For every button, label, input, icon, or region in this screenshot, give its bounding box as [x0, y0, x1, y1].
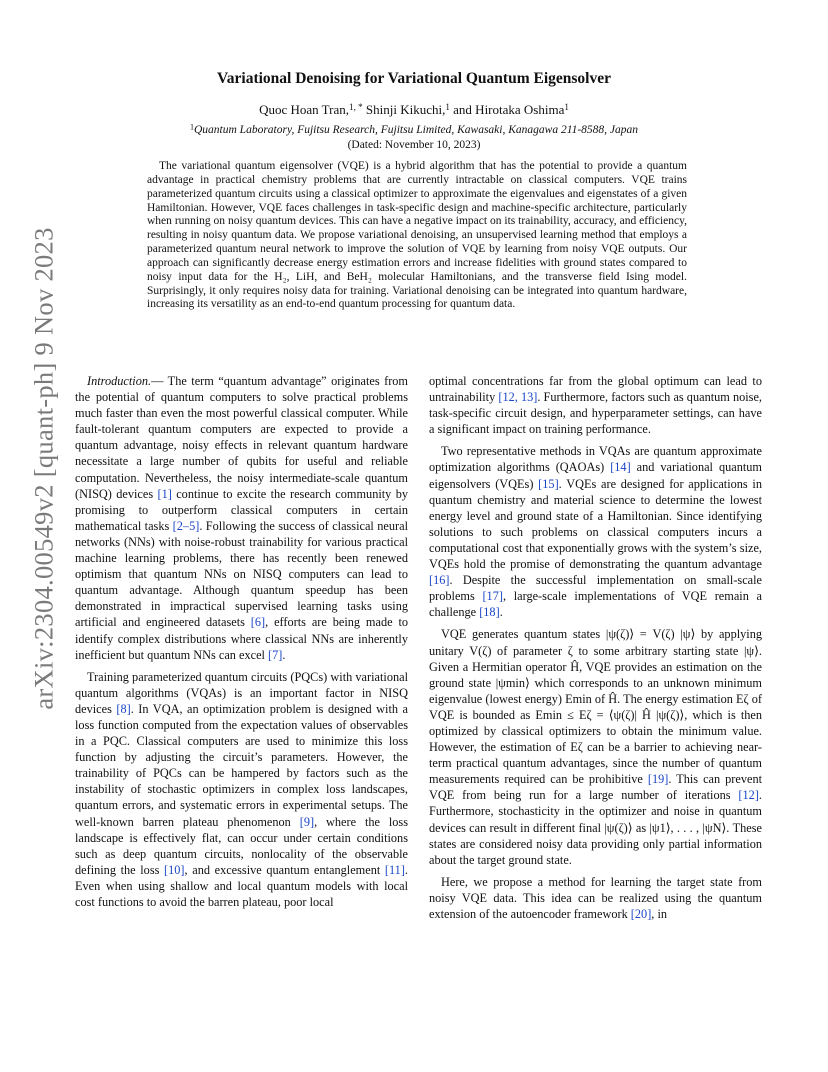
- citation-link[interactable]: [7]: [268, 647, 283, 662]
- citation-link[interactable]: [17]: [482, 589, 503, 604]
- date-line: (Dated: November 10, 2023): [347, 139, 481, 151]
- author-affiliation-mark: 1: [445, 101, 450, 112]
- affiliation-text: Quantum Laboratory, Fujitsu Research, Fujitsu Limited, Kawasaki, Kanagawa 211-8588, Japan: [194, 124, 639, 136]
- author-name: and Hirotaka Oshima: [449, 102, 565, 117]
- affiliation: [0, 124, 828, 136]
- author-name: Shinji Kikuchi,: [362, 102, 446, 117]
- citation-link[interactable]: [12]: [738, 788, 759, 803]
- citation-link[interactable]: [12, 13]: [498, 390, 538, 405]
- paragraph: optimal concentrations far from the global optimum can lead to untrainability [12, 13]. Furthermore, factors such as quantum noise, task-specific circuit design, and hyperparameter settings, can have a significant impact on training performance.: [429, 374, 762, 437]
- author-affiliation-mark: 1, *: [349, 101, 363, 112]
- author-affiliation-mark: 1: [564, 101, 569, 112]
- affiliation-mark: 1: [189, 122, 194, 132]
- citation-link[interactable]: [16]: [429, 573, 450, 588]
- citation-link[interactable]: [19]: [647, 772, 669, 787]
- citation-link[interactable]: [8]: [116, 701, 131, 716]
- body-column-left: [75, 373, 408, 916]
- author-list: [0, 102, 828, 118]
- citation-link[interactable]: [1]: [157, 486, 172, 501]
- paragraph-introduction: Introduction.— The term “quantum advantage” originates from the potential of quantum computers to solve practical problems much faster than even the most powerful classical computer. While fault-tolerant quantum computers are expected to provide a quantum advantage, noisy effects in relevant quantum hardware necessitate a large number of qubits for useful and reliable computation. Nevertheless, the noisy intermediate-scale quantum (NISQ) devices [1] continue to excite the research community by promising to outperform classical computers in certain mathematical tasks [2–5]. Following the success of classical neural networks (NNs) with noise-robust trainability for various practical machine learning problems, there has recently been renewed optimism that quantum NNs on NISQ computers can lead to quantum advantage. Although quantum speedup has been demonstrated in impractical supervised learning tasks using artificial and engineered datasets [6], efforts are being made to identify complex distributions where classical NNs are inherently inefficient but quantum NNs can excel [7].: [75, 374, 409, 662]
- paragraph: VQE generates quantum states |ψ(ζ)⟩ = V(ζ) |ψ⟩ by applying unitary V(ζ) of parameter ζ to some arbitrary starting state |ψ⟩. Given a Hermitian operator Ĥ, VQE provides an estimation on the ground state |ψmin⟩ which corresponds to an unknown minimum eigenvalue (lowest energy) Emin of Ĥ. The energy estimation Eζ of VQE is bounded as Emin ≤ Eζ = ⟨ψ(ζ)| Ĥ |ψ(ζ)⟩, which is then optimized by classical optimizers to obtain the minimum value. However, the estimation of Eζ can be a barrier to achieving near-term practical quantum advantages, since the number of quantum measurements required can be prohibitive [19]. This can prevent VQE from being run for a large number of iterations [12]. Furthermore, stochasticity in the optimizer and noise in quantum devices can result in different final |ψ(ζ)⟩ as |ψ1⟩, . . . , |ψN⟩. These states are considered noisy data providing only partial information about the target ground state.: [429, 627, 763, 867]
- paragraph: Training parameterized quantum circuits (PQCs) with variational quantum algorithms (VQAs) is an important factor in NISQ devices [8]. In VQA, an optimization problem is designed with a loss function computed from the expectation values of observables in a PQC. Classical computers are used to minimize this loss function by adjusting the circuit’s parameters. However, the trainability of PQCs can be hampered by factors such as the instability of stochastic optimizers in complex loss landscapes, quantum errors, and systematic errors in experimental setups. The well-known barren plateau phenomenon [9], where the loss landscape is effectively flat, can occur under certain conditions such as deep quantum circuits, nonlocality of the observable defining the loss [10], and excessive quantum entanglement [11]. Even when using shallow and local quantum models with local cost functions to avoid the barren plateau, poor local: [75, 669, 408, 909]
- citation-link[interactable]: [11]: [384, 862, 405, 877]
- citation-link[interactable]: [18]: [479, 605, 500, 620]
- abstract: The variational quantum eigensolver (VQE) is a hybrid algorithm that has the potential to provide a quantum advantage in practical chemistry problems that are currently intractable on classical computers. VQE trains parameterized quantum circuits using a classical optimizer to approximate the eigenvalues and eigenstates of a given Hamiltonian. However, VQE faces challenges in task-specific design and machine-specific architecture, particularly when running on noisy quantum devices. This can have a negative impact on its trainability, accuracy, and efficiency, resulting in noisy quantum data. We propose variational denoising, an unsupervised learning method that employs a parameterized quantum neural network to improve the solution of VQE by learning from noisy VQE outputs. Our approach can significantly decrease energy estimation errors and increase fidelities with ground states compared to noisy input data for the H₂, LiH, and BeH₂ molecular Hamiltonians, and the transverse field Ising model. Surprisingly, it only requires noisy data for training. Variational denoising can be integrated into quantum hardware, increasing its versatility as an end-to-end quantum processing for quantum data.: [147, 160, 687, 311]
- citation-link[interactable]: [15]: [538, 476, 559, 491]
- arxiv-identifier: arXiv:2304.00549v2 [quant-ph] 9 Nov 2023: [28, 226, 59, 710]
- section-lead-in: Introduction.: [87, 374, 152, 388]
- citation-link[interactable]: [14]: [610, 460, 631, 475]
- body-column-right: [429, 373, 762, 928]
- citation-link[interactable]: [9]: [299, 814, 315, 829]
- citation-link[interactable]: [10]: [164, 862, 185, 877]
- paper-title: Variational Denoising for Variational Quantum Eigensolver: [216, 70, 611, 87]
- citation-link[interactable]: [2–5]: [172, 518, 200, 533]
- paragraph: Here, we propose a method for learning the target state from noisy VQE data. This idea can be realized using the quantum extension of the autoencoder framework [20], in: [429, 874, 762, 921]
- author-name: Quoc Hoan Tran,: [259, 102, 350, 117]
- paragraph: Two representative methods in VQAs are quantum approximate optimization algorithms (QAOAs) [14] and variational quantum eigensolvers (VQEs) [15]. VQEs are designed for applications in quantum chemistry and material science to determine the lowest energy level and ground state of a Hamiltonian. Since identifying solutions to such problems on classical computers incurs a computational cost that exponentially grows with the system’s size, VQEs hold the promise of demonstrating the quantum advantage [16]. Despite the successful implementation on small-scale problems [17], large-scale implementations of VQE remain a challenge [18].: [429, 444, 762, 620]
- citation-link[interactable]: [20]: [630, 907, 652, 921]
- citation-link[interactable]: [6]: [250, 615, 266, 630]
- arxiv-sidebar-stamp: [14, 226, 74, 710]
